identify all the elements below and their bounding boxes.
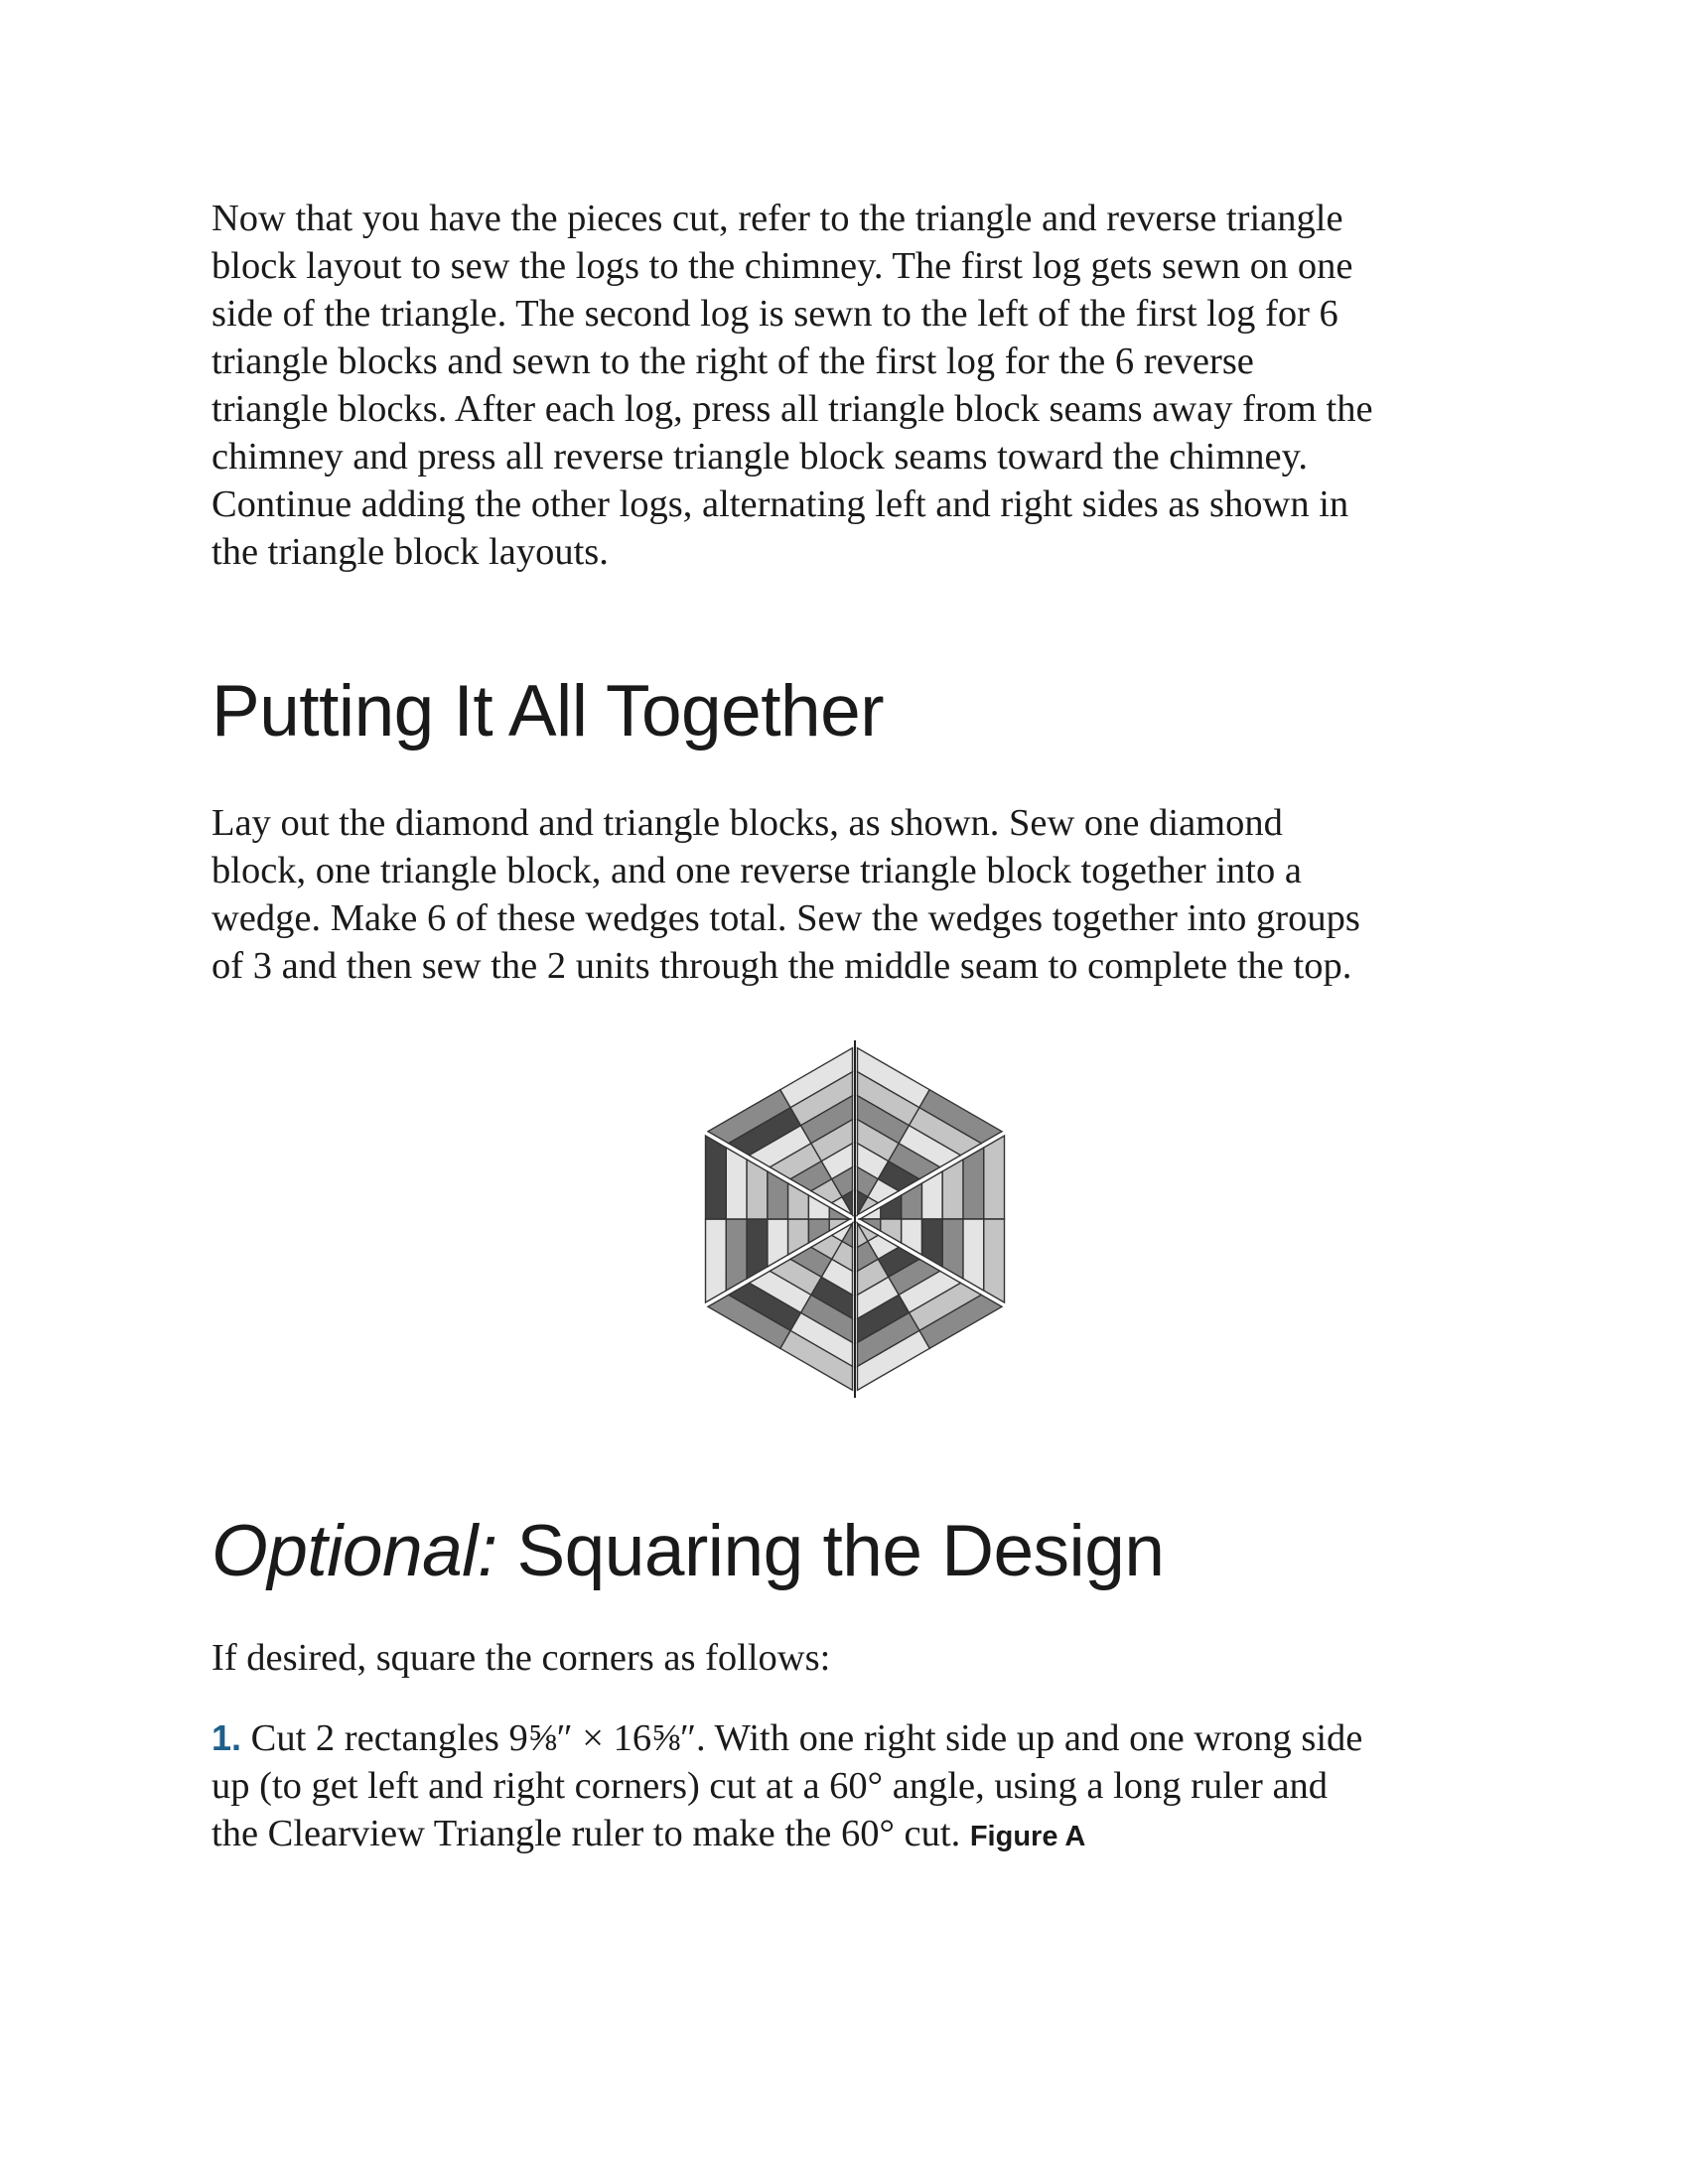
quilt-log [706, 1219, 727, 1302]
quilt-log [984, 1219, 1005, 1302]
assembly-line: of 3 and then sew the 2 units through the middle seam to complete the top. [211, 945, 1352, 987]
assembly-line: Lay out the diamond and triangle blocks, as shown. Sew one diamond [211, 802, 1283, 844]
assembly-line: wedge. Make 6 of these wedges total. Sew the wedges together into groups [211, 897, 1360, 939]
quilt-log [984, 1136, 1005, 1219]
step-line: the Clearview Triangle ruler to make the 60° cut. [211, 1813, 970, 1854]
section-heading-putting-together: Putting It All Together [211, 671, 885, 751]
step-line: up (to get left and right corners) cut at a 60° angle, using a long ruler and [211, 1765, 1329, 1807]
quilt-log [963, 1148, 984, 1219]
assembly-line: block, one triangle block, and one reverse triangle block together into a [211, 850, 1302, 891]
intro-line: Continue adding the other logs, alternating left and right sides as shown in [211, 483, 1349, 525]
quilt-log [747, 1219, 768, 1279]
quilt-log [902, 1219, 922, 1255]
heading-squaring-label: Squaring the Design [496, 1511, 1165, 1591]
section-heading-squaring [211, 1510, 1164, 1593]
intro-line: Now that you have the pieces cut, refer to the triangle and reverse triangle [211, 198, 1343, 239]
intro-line: chimney and press all reverse triangle block seams toward the chimney. [211, 436, 1308, 478]
intro-line: triangle blocks and sewn to the right of the first log for the 6 reverse [211, 341, 1254, 382]
quilt-log [788, 1183, 809, 1219]
quilt-log [942, 1219, 963, 1279]
step-1 [211, 1714, 1502, 1860]
squaring-intro: If desired, square the corners as follows: [211, 1637, 831, 1679]
assembly-paragraph [211, 799, 1502, 990]
quilt-log [768, 1171, 788, 1219]
hexagon-quilt-figure [671, 1021, 1039, 1418]
quilt-log [921, 1171, 942, 1219]
intro-line: triangle blocks. After each log, press all triangle block seams away from the [211, 388, 1373, 430]
intro-line: block layout to sew the logs to the chimney. The first log gets sewn on one [211, 245, 1353, 287]
intro-line: side of the triangle. The second log is sewn to the left of the first log for 6 [211, 293, 1338, 335]
step-number: 1. [211, 1717, 242, 1758]
quilt-log [747, 1160, 768, 1219]
quilt-log [706, 1136, 727, 1219]
quilt-log [726, 1148, 747, 1219]
quilt-log [963, 1219, 984, 1291]
heading-optional-label: Optional: [211, 1511, 497, 1591]
document-page [211, 195, 1502, 1854]
quilt-log [942, 1160, 963, 1219]
intro-paragraph [211, 195, 1502, 576]
quilt-log [768, 1219, 788, 1267]
quilt-log [902, 1183, 922, 1219]
step-line: Cut 2 rectangles 9⅝″ × 16⅝″. With one right side up and one wrong side [241, 1717, 1363, 1759]
quilt-log [726, 1219, 747, 1291]
intro-line: the triangle block layouts. [211, 531, 609, 573]
figure-a-reference: Figure A [969, 1821, 1086, 1852]
quilt-log [921, 1219, 942, 1267]
quilt-log [788, 1219, 809, 1255]
hexagon-quilt-layout-icon [671, 1021, 1039, 1418]
